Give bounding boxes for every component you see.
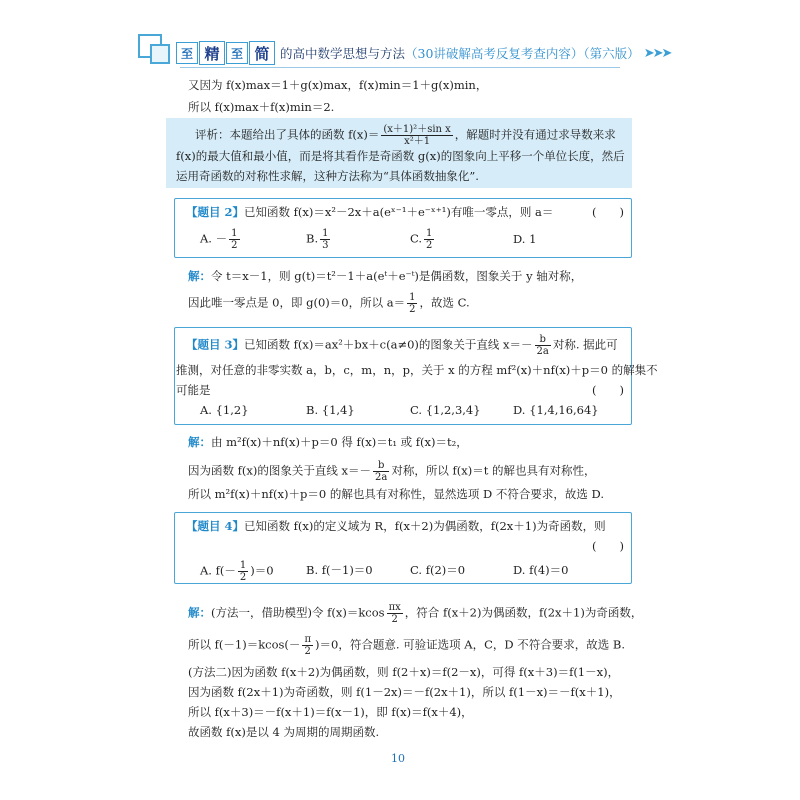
- question-2-option-a: [200, 228, 242, 251]
- solution-4-line-5: 所以 f(x＋3)＝－f(x＋1)＝f(x－1)，即 f(x)＝f(x＋4)，: [188, 705, 473, 719]
- question-4-tag: 【题目 4】: [186, 519, 245, 533]
- fraction-denominator: 2: [231, 240, 238, 251]
- solution-2-text-2b: ，故选 C.: [419, 295, 470, 310]
- intro-line-2: 所以 f(x)max＋f(x)min＝2.: [188, 100, 335, 114]
- solution-3-line-1: [188, 434, 468, 450]
- question-3-option-b: B. {1,4}: [306, 403, 355, 417]
- question-4-option-c: C. f(2)＝0: [410, 563, 466, 577]
- solution-2-text-2a: 因此唯一零点是 0，即 g(0)＝0，所以 a＝: [188, 295, 406, 310]
- question-3-option-d: D. {1,4,16,64}: [513, 403, 599, 417]
- fraction-denominator: 3: [322, 240, 329, 251]
- fraction-numerator: b: [373, 460, 389, 472]
- fraction-denominator: 2: [426, 240, 433, 251]
- question-4-option-a: [200, 560, 274, 583]
- solution-3-tag: 解：: [188, 435, 211, 449]
- header-char-4: 简: [249, 41, 275, 65]
- header-corner-decoration: [138, 34, 172, 68]
- question-3-option-c: C. {1,2,3,4}: [410, 403, 481, 417]
- question-2-paren: ( ): [592, 205, 624, 219]
- question-3-line-3: 可能是: [176, 383, 211, 397]
- page-number: 10: [391, 752, 405, 765]
- solution-4-text-2b: )＝0，符合题意. 可验证选项 A，C，D 不符合要求，故选 B.: [315, 637, 626, 652]
- fraction-denominator: 2: [239, 572, 247, 583]
- analysis-text-1b: ，解题时并没有通过求导数来求: [454, 127, 616, 142]
- question-2-text: 已知函数 f(x)＝x²－2x＋a(eˣ⁻¹＋e⁻ˣ⁺¹)有唯一零点，则 a＝: [244, 205, 554, 219]
- analysis-line-1: [195, 124, 616, 147]
- solution-3-fraction: [373, 460, 389, 483]
- solution-4-line-1: [188, 602, 642, 625]
- option-b-fraction: [320, 228, 330, 251]
- question-3-line-2: 推测，对任意的非零实数 a，b，c，m，n，p，关于 x 的方程 mf²(x)＋nf(x)＋p＝0 的解集不: [176, 363, 658, 377]
- solution-2-line-1: [188, 268, 582, 284]
- header-title: 的高中数学思想与方法: [280, 46, 406, 61]
- solution-2-tag: 解：: [188, 269, 211, 283]
- fraction-numerator: 1: [239, 560, 247, 571]
- option-a-tail: )＝0: [250, 563, 274, 578]
- running-header: [176, 40, 670, 66]
- fraction-numerator: πx: [388, 602, 401, 613]
- question-3-line-1: [186, 334, 618, 357]
- question-2-option-c: [410, 228, 436, 251]
- fraction-denominator: 2a: [536, 346, 549, 357]
- solution-4-fraction-2: [302, 634, 313, 657]
- question-4-line-1: [186, 518, 606, 534]
- header-char-1: 至: [176, 42, 198, 64]
- fraction-numerator: b: [535, 334, 551, 346]
- question-3-text-1a: 已知函数 f(x)＝ax²＋bx＋c(a≠0)的图象关于直线 x＝－: [244, 337, 533, 352]
- header-subtitle: （30讲破解高考反复考查内容）（第六版）: [405, 46, 640, 61]
- header-char-3: 至: [226, 42, 248, 64]
- fraction-numerator: 1: [231, 228, 238, 239]
- fraction-numerator: (x＋1)²＋sin x: [383, 124, 451, 135]
- question-2-stem: [186, 204, 553, 220]
- question-3-tag: 【题目 3】: [186, 337, 245, 352]
- solution-3-text-2b: 对称，所以 f(x)＝t 的解也具有对称性，: [391, 463, 596, 478]
- header-arrows-icon: ➤➤➤: [643, 45, 671, 61]
- solution-3-line-2: [188, 460, 596, 483]
- solution-3-text-1: 由 m²f(x)＋nf(x)＋p＝0 得 f(x)＝t₁ 或 f(x)＝t₂，: [211, 435, 468, 449]
- question-3-fraction: [535, 334, 551, 357]
- fraction-denominator: x²＋1: [404, 136, 431, 147]
- solution-4-text-2a: 所以 f(－1)＝kcos(－: [188, 637, 301, 652]
- header-char-2: 精: [199, 41, 225, 65]
- solution-4-line-2: [188, 634, 625, 657]
- fraction-numerator: π: [304, 634, 312, 645]
- question-4-option-d: D. f(4)＝0: [513, 563, 569, 577]
- solution-4-line-4: 因为函数 f(2x＋1)为奇函数，则 f(1－2x)＝－f(2x＋1)，所以 f(1－x)＝－f(x＋1)，: [188, 685, 621, 699]
- solution-4-text-1b: ，符合 f(x＋2)为偶函数，f(2x＋1)为奇函数，: [404, 605, 643, 620]
- option-b-label: B.: [306, 231, 319, 246]
- analysis-tag: 评析：: [195, 127, 230, 142]
- solution-4-line-6: 故函数 f(x)是以 4 为周期的周期函数.: [188, 725, 380, 739]
- intro-line-1: 又因为 f(x)max＝1＋g(x)max，f(x)min＝1＋g(x)min，: [188, 78, 488, 92]
- question-3-text-1b: 对称. 据此可: [552, 337, 618, 352]
- fraction-numerator: 1: [409, 292, 416, 303]
- solution-4-line-3: (方法二)因为函数 f(x＋2)为偶函数，则 f(2＋x)＝f(2－x)，可得 f(x＋3)＝f(1－x)，: [188, 665, 620, 679]
- fraction-numerator: 1: [426, 228, 433, 239]
- question-4-paren: ( ): [592, 539, 624, 553]
- analysis-fraction: [381, 124, 452, 147]
- fraction-denominator: 2: [391, 614, 398, 625]
- solution-2-text-1: 令 t＝x－1，则 g(t)＝t²－1＋a(eᵗ＋e⁻ᵗ)是偶函数，图象关于 y 轴对称，: [211, 269, 583, 283]
- option-a-label: A. f(－: [200, 563, 236, 578]
- solution-2-fraction: [407, 292, 417, 315]
- analysis-line-3: 运用奇函数的对称性求解，这种方法称为“具体函数抽象化”.: [176, 169, 479, 183]
- option-c-fraction: [424, 228, 434, 251]
- option-a-fraction: [238, 560, 248, 583]
- fraction-numerator: 1: [322, 228, 329, 239]
- solution-3-text-2a: 因为函数 f(x)的图象关于直线 x＝－: [188, 463, 372, 478]
- question-3-paren: ( ): [592, 383, 624, 397]
- question-2-option-b: [306, 228, 332, 251]
- fraction-denominator: 2a: [375, 472, 388, 483]
- option-a-label: A. －: [200, 231, 228, 246]
- solution-3-line-3: 所以 m²f(x)＋nf(x)＋p＝0 的解也具有对称性，显然选项 D 不符合要求，故选 D.: [188, 487, 604, 501]
- solution-4-tag: 解：: [188, 605, 211, 620]
- solution-2-line-2: [188, 292, 470, 315]
- solution-4-fraction-1: [387, 602, 403, 625]
- question-4-text: 已知函数 f(x)的定义域为 R，f(x＋2)为偶函数，f(2x＋1)为奇函数，则: [244, 519, 606, 533]
- analysis-text-1a: 本题给出了具体的函数 f(x)＝: [229, 127, 380, 142]
- question-4-option-b: B. f(－1)＝0: [306, 563, 373, 577]
- option-a-fraction: [229, 228, 239, 251]
- solution-4-text-1a: (方法一，借助模型)令 f(x)＝kcos: [211, 605, 385, 620]
- fraction-denominator: 2: [304, 646, 311, 657]
- question-2-tag: 【题目 2】: [186, 205, 245, 219]
- header-rule: [180, 67, 620, 68]
- analysis-line-2: f(x)的最大值和最小值，而是将其看作是奇函数 g(x)的图象向上平移一个单位长度，然后: [176, 149, 625, 163]
- option-c-label: C.: [410, 231, 423, 246]
- fraction-denominator: 2: [409, 304, 416, 315]
- question-2-option-d: D. 1: [513, 232, 537, 246]
- question-3-option-a: A. {1,2}: [200, 403, 249, 417]
